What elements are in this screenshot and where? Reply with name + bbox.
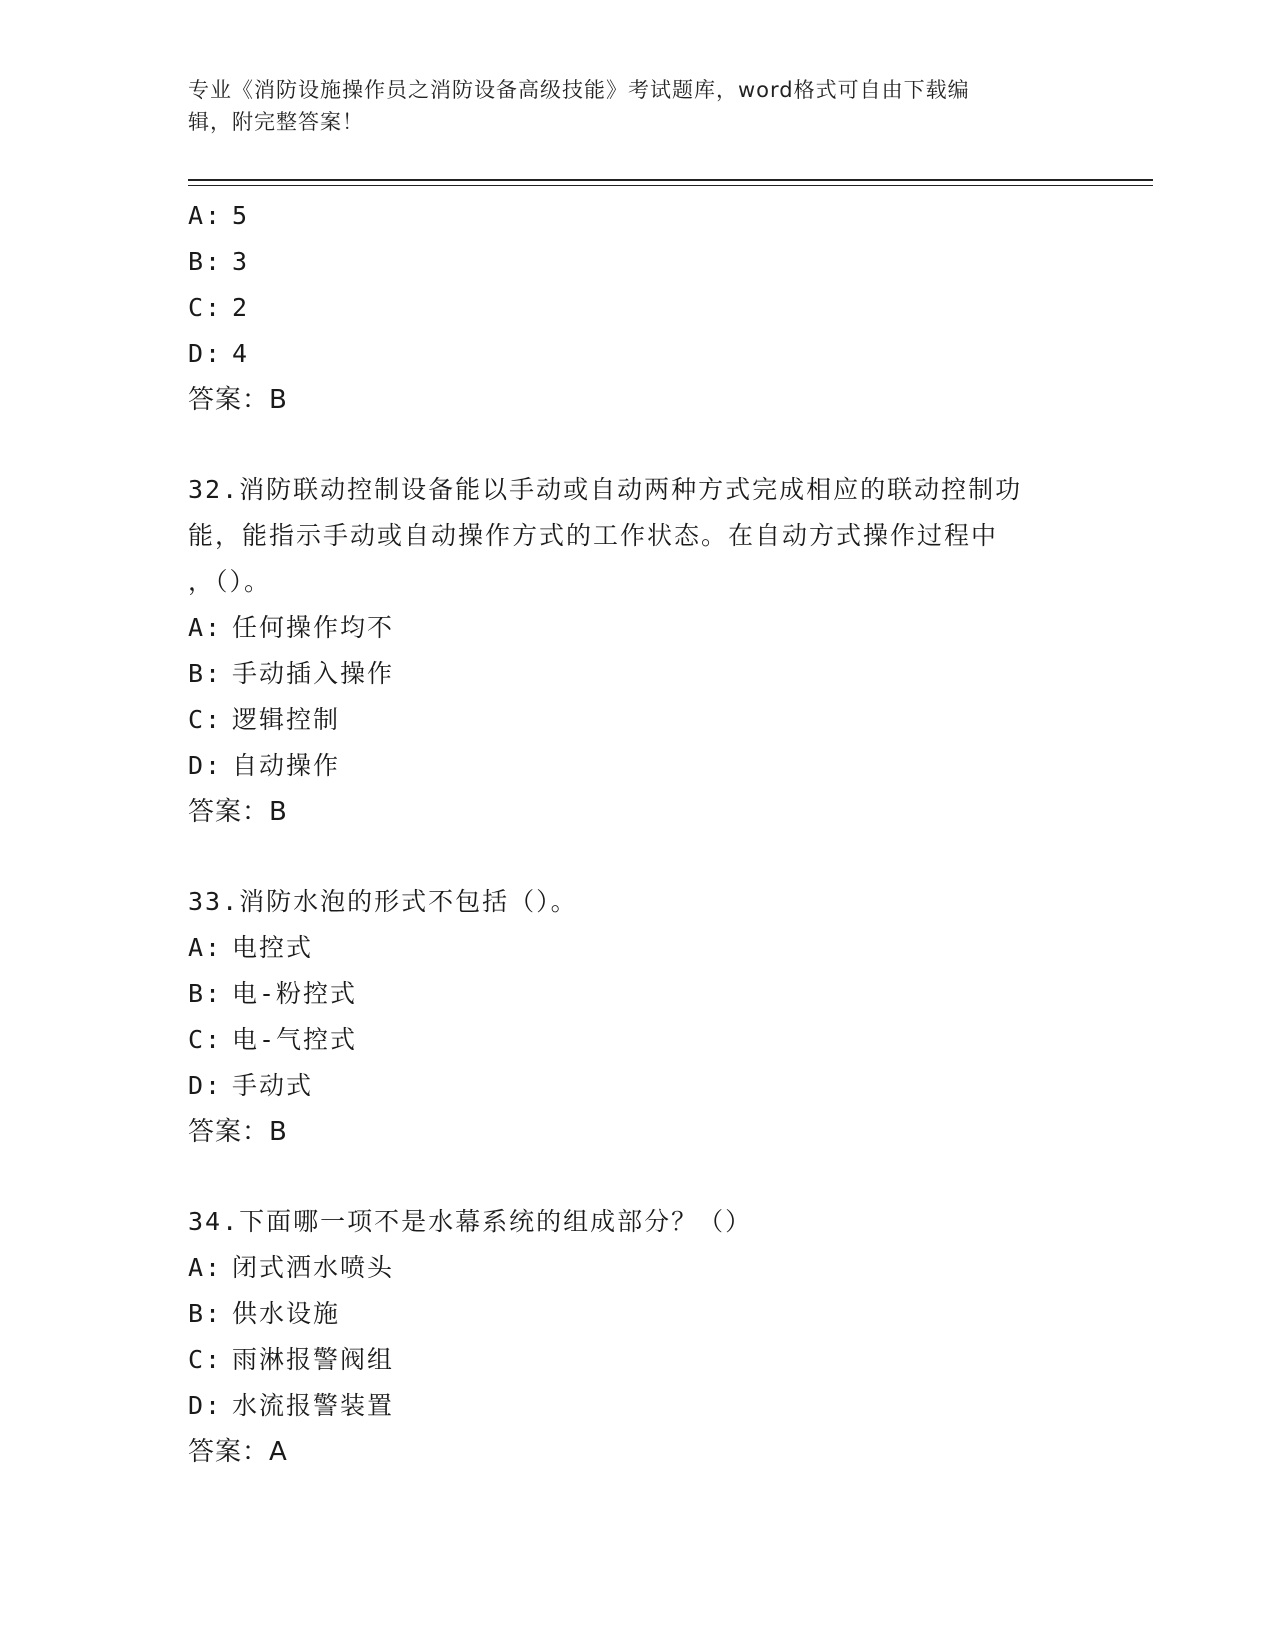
question-34 [188, 1199, 1088, 1475]
option-d [188, 1063, 1088, 1109]
option-d [188, 331, 1088, 377]
option-text: 逻辑控制 [232, 705, 341, 734]
option-a [188, 605, 1088, 651]
answer-label: 答案：B [188, 1117, 288, 1147]
header-line-2: 辑，附完整答案！ [188, 110, 364, 134]
option-letter: A: [188, 613, 223, 642]
option-letter: A: [188, 201, 223, 230]
option-a [188, 1245, 1088, 1291]
option-text: 雨淋报警阀组 [232, 1345, 395, 1374]
question-list [188, 193, 1088, 1475]
option-letter: D: [188, 339, 223, 368]
option-text: 手动插入操作 [232, 659, 395, 688]
question-text-line: 33.消防水泡的形式不包括（）。 [188, 887, 578, 916]
option-letter: D: [188, 751, 223, 780]
option-text: 手动式 [232, 1071, 314, 1100]
question-text-line: ，（）。 [188, 567, 272, 596]
option-c [188, 1337, 1088, 1383]
option-b [188, 239, 1088, 285]
question-32 [188, 467, 1088, 835]
option-d [188, 1383, 1088, 1429]
option-c [188, 1017, 1088, 1063]
option-text: 水流报警装置 [232, 1391, 395, 1420]
option-b [188, 1291, 1088, 1337]
option-text: 自动操作 [232, 751, 341, 780]
answer-label: 答案：A [188, 1437, 288, 1467]
option-letter: B: [188, 247, 223, 276]
option-text: 3 [232, 247, 250, 276]
question-31-continued [188, 193, 1088, 423]
option-letter: D: [188, 1071, 223, 1100]
option-text: 2 [232, 293, 250, 322]
answer-label: 答案：B [188, 385, 288, 415]
option-text: 电-粉控式 [232, 979, 358, 1008]
question-33 [188, 879, 1088, 1155]
option-c [188, 697, 1088, 743]
question-text-line: 32.消防联动控制设备能以手动或自动两种方式完成相应的联动控制功 [188, 475, 1023, 504]
option-text: 4 [232, 339, 250, 368]
option-c [188, 285, 1088, 331]
option-text: 5 [232, 201, 250, 230]
option-letter: C: [188, 1345, 223, 1374]
option-letter: A: [188, 1253, 223, 1282]
header-divider-thick [188, 179, 1153, 181]
option-text: 电-气控式 [232, 1025, 358, 1054]
option-text: 供水设施 [232, 1299, 341, 1328]
option-letter: D: [188, 1391, 223, 1420]
option-b [188, 651, 1088, 697]
document-header [188, 74, 1068, 138]
option-letter: A: [188, 933, 223, 962]
answer-label: 答案：B [188, 797, 288, 827]
option-a [188, 925, 1088, 971]
option-letter: C: [188, 705, 223, 734]
question-text-line: 能，能指示手动或自动操作方式的工作状态。在自动方式操作过程中 [188, 521, 999, 550]
option-letter: B: [188, 659, 223, 688]
option-letter: B: [188, 1299, 223, 1328]
option-a [188, 193, 1088, 239]
option-letter: C: [188, 1025, 223, 1054]
option-text: 任何操作均不 [232, 613, 395, 642]
option-b [188, 971, 1088, 1017]
header-divider-thin [188, 185, 1153, 186]
option-text: 闭式洒水喷头 [232, 1253, 395, 1282]
option-text: 电控式 [232, 933, 314, 962]
header-line-1: 专业《消防设施操作员之消防设备高级技能》考试题库，word格式可自由下载编 [188, 78, 970, 102]
option-d [188, 743, 1088, 789]
option-letter: C: [188, 293, 223, 322]
option-letter: B: [188, 979, 223, 1008]
question-text-line: 34.下面哪一项不是水幕系统的组成部分？（） [188, 1207, 753, 1236]
